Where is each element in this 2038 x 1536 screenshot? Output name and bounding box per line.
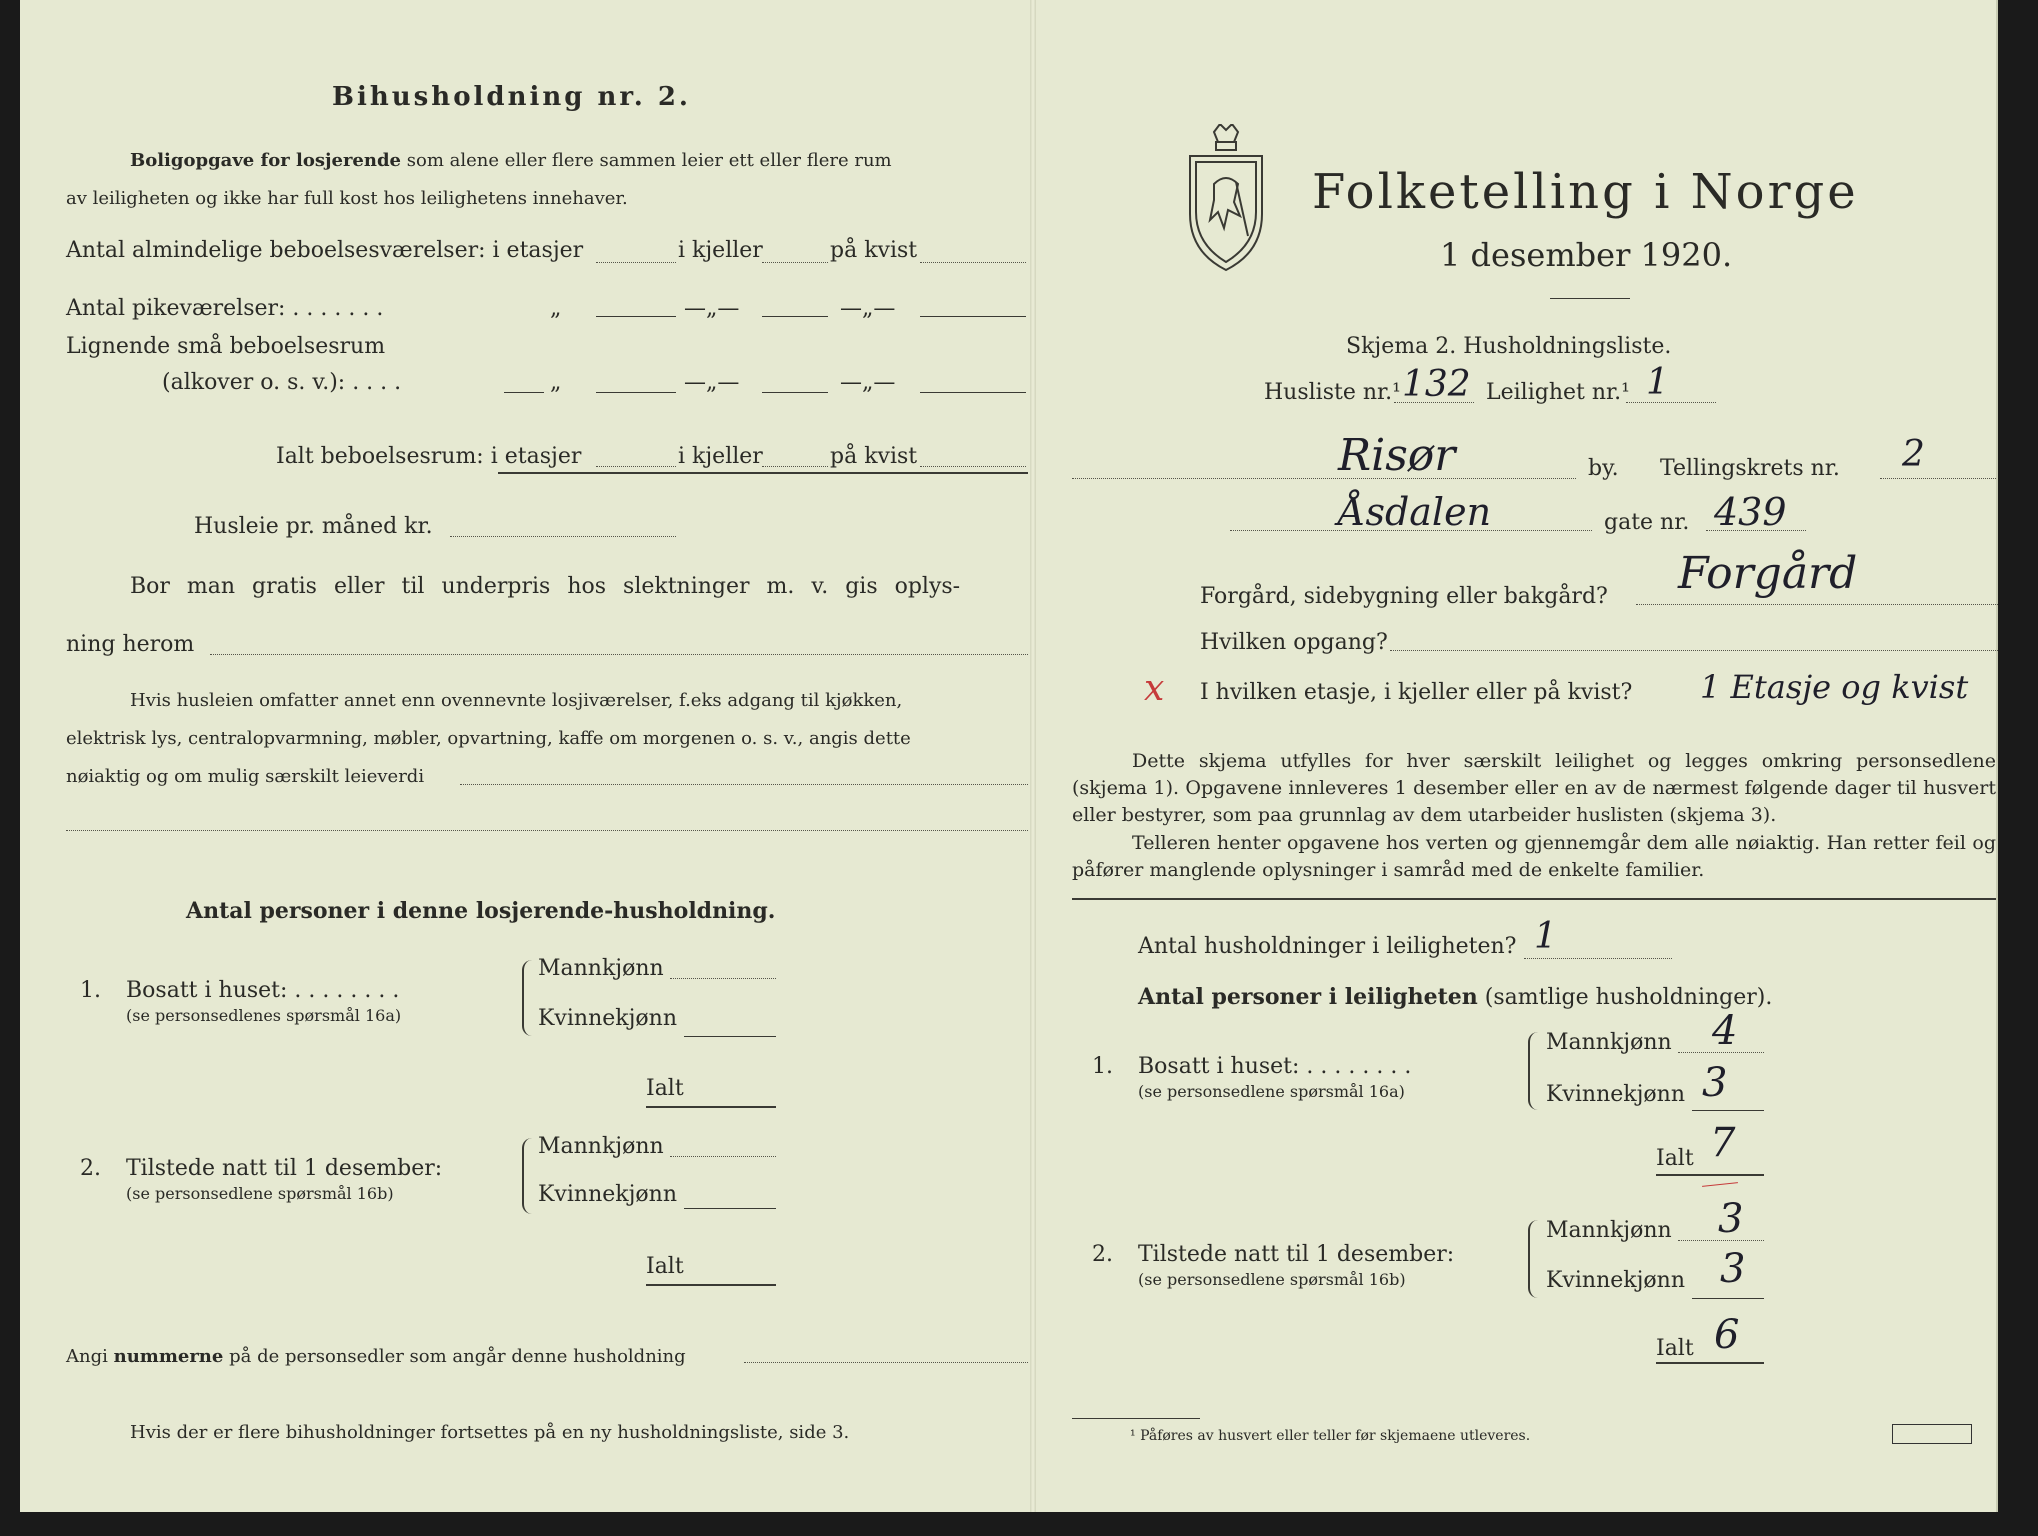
left-q2-label: Tilstede natt til 1 desember: bbox=[126, 1156, 443, 1181]
left-page bbox=[20, 0, 1028, 1512]
intro-bold: Boligopgave for losjerende bbox=[130, 150, 402, 171]
alkover-lead bbox=[504, 392, 544, 393]
lignende-label: Lignende små beboelsesrum bbox=[66, 334, 386, 359]
angi-line bbox=[66, 1346, 686, 1367]
ialt-kjeller-field[interactable] bbox=[762, 466, 828, 467]
hvis-field[interactable] bbox=[460, 784, 1028, 785]
gate-nr-value[interactable]: 439 bbox=[1714, 490, 1787, 534]
left-q1-kvinne-label: Kvinnekjønn bbox=[538, 1006, 677, 1031]
red-check-mark bbox=[1702, 1182, 1738, 1187]
krets-field bbox=[1880, 478, 1996, 479]
census-form-sheet bbox=[20, 0, 1998, 1512]
alkover-kvist-field[interactable] bbox=[920, 392, 1026, 393]
right-q1-brace bbox=[1528, 1032, 1538, 1110]
ialt-kvist-label: på kvist bbox=[830, 444, 918, 469]
left-q1-mann-label: Mannkjønn bbox=[538, 956, 664, 981]
hvis-line-1: Hvis husleien omfatter annet enn ovennevnte losjiværelser, f.eks adgang til kjøkken, bbox=[130, 690, 903, 711]
right-q2-label: Tilstede natt til 1 desember: bbox=[1138, 1242, 1455, 1267]
page-fold bbox=[1030, 0, 1036, 1512]
right-q1-mann-label: Mannkjønn bbox=[1546, 1030, 1672, 1055]
antal-line bbox=[1138, 984, 1772, 1010]
instructions-1: Dette skjema utfylles for hver særskilt leilighet og legges omkring personsedlene (skjema 1). Opgavene innleveres 1 desember eller en av de nærmest følgende dager til husvert eller bestyrer, som paa grunnlag av dem utarbeider huslisten (skjema 3). bbox=[1072, 750, 1996, 826]
right-q1-mann-field bbox=[1678, 1052, 1764, 1053]
alkover-etasjer-field[interactable] bbox=[596, 392, 676, 393]
hush-field bbox=[1524, 958, 1672, 959]
instructions-2: Telleren henter opgavene hos verten og gjennemgår dem alle nøiaktig. Han retter feil og påfører manglende oplysninger i samråd med de enkelte familier. bbox=[1072, 832, 1996, 881]
hvis-line-2: elektrisk lys, centralopvarmning, møbler, opvartning, kaffe om morgenen o. s. v., angis dette bbox=[66, 728, 911, 749]
left-q1-mann-field[interactable] bbox=[670, 978, 776, 979]
gate-field bbox=[1230, 530, 1592, 531]
opgang-label: Hvilken opgang? bbox=[1200, 630, 1388, 655]
alkover-ditto-3: —„— bbox=[840, 370, 896, 395]
pike-ditto-2: —„— bbox=[684, 296, 740, 321]
left-q2-ialt-label: Ialt bbox=[646, 1254, 684, 1279]
left-q1-ialt-field[interactable] bbox=[646, 1106, 776, 1108]
pike-etasjer-field[interactable] bbox=[596, 316, 676, 317]
left-q1-kvinne-field[interactable] bbox=[684, 1036, 776, 1037]
pike-ditto-1: „ bbox=[550, 296, 562, 321]
leilighet-value[interactable]: 1 bbox=[1646, 362, 1669, 403]
husleie-label: Husleie pr. måned kr. bbox=[194, 514, 433, 539]
forgaard-label: Forgård, sidebygning eller bakgård? bbox=[1200, 584, 1608, 609]
gate-value[interactable]: Åsdalen bbox=[1338, 490, 1492, 534]
alkover-label: (alkover o. s. v.): . . . . bbox=[162, 370, 402, 395]
right-q1-number: 1. bbox=[1092, 1054, 1113, 1079]
right-q1-mann-value[interactable]: 4 bbox=[1712, 1008, 1738, 1054]
angi-field[interactable] bbox=[744, 1362, 1028, 1363]
right-title: Folketelling i Norge bbox=[1312, 164, 1859, 220]
right-q2-sub: (se personsedlene spørsmål 16b) bbox=[1138, 1270, 1406, 1289]
left-q2-brace bbox=[522, 1138, 532, 1214]
leilighet-label: Leilighet nr.¹ bbox=[1486, 380, 1630, 405]
intro-line-2: av leiligheten og ikke har full kost hos leilighetens innehaver. bbox=[66, 188, 628, 209]
rooms-kvist-label: på kvist bbox=[830, 238, 918, 263]
rooms-kjeller-field[interactable] bbox=[762, 262, 828, 263]
angi-rest: på de personsedler som angår denne husholdning bbox=[229, 1346, 686, 1367]
etasje-mark: x bbox=[1144, 668, 1165, 709]
alkover-ditto-1: „ bbox=[550, 370, 562, 395]
right-q2-kvinne-value[interactable]: 3 bbox=[1720, 1246, 1746, 1292]
antal-rest: (samtlige husholdninger). bbox=[1484, 985, 1773, 1010]
gate-nr-field bbox=[1706, 530, 1806, 531]
rooms-label: Antal almindelige beboelsesværelser: i etasjer bbox=[66, 238, 584, 263]
rooms-etasjer-field[interactable] bbox=[596, 262, 676, 263]
pike-kvist-field[interactable] bbox=[920, 316, 1026, 317]
husliste-label: Husliste nr.¹ bbox=[1264, 380, 1401, 405]
right-q2-ialt-label: Ialt bbox=[1656, 1336, 1694, 1361]
gate-label: gate nr. bbox=[1604, 510, 1690, 535]
left-q2-mann-label: Mannkjønn bbox=[538, 1134, 664, 1159]
intro-rest: som alene eller flere sammen leier ett eller flere rum bbox=[406, 150, 892, 171]
right-q2-kvinne-label: Kvinnekjønn bbox=[1546, 1268, 1685, 1293]
right-date: 1 desember 1920. bbox=[1440, 236, 1733, 274]
krets-label: Tellingskrets nr. bbox=[1660, 456, 1840, 481]
by-value[interactable]: Risør bbox=[1338, 430, 1456, 481]
by-field bbox=[1072, 478, 1576, 479]
right-q1-kvinne-label: Kvinnekjønn bbox=[1546, 1082, 1685, 1107]
left-q1-label: Bosatt i huset: . . . . . . . . bbox=[126, 978, 400, 1003]
right-q2-ialt-field bbox=[1656, 1362, 1764, 1364]
husliste-field bbox=[1394, 402, 1474, 403]
right-page bbox=[1038, 0, 1998, 1512]
rooms-kjeller-label: i kjeller bbox=[678, 238, 763, 263]
by-label: by. bbox=[1588, 456, 1619, 481]
footnote: ¹ Påføres av husvert eller teller før skjemaene utleveres. bbox=[1130, 1428, 1531, 1444]
right-q2-kvinne-field bbox=[1692, 1298, 1764, 1299]
right-q2-ialt-value[interactable]: 6 bbox=[1714, 1312, 1740, 1358]
antal-bold: Antal personer i leiligheten bbox=[1138, 984, 1478, 1010]
left-q1-ialt-label: Ialt bbox=[646, 1076, 684, 1101]
left-title: Bihusholdning nr. 2. bbox=[332, 82, 691, 112]
right-q2-brace bbox=[1528, 1220, 1538, 1298]
right-q1-ialt-field bbox=[1656, 1174, 1764, 1176]
pike-kjeller-field[interactable] bbox=[762, 316, 828, 317]
footnote-rule bbox=[1072, 1418, 1200, 1419]
ialt-rooms-label: Ialt beboelsesrum: i etasjer bbox=[276, 444, 582, 469]
left-q2-kvinne-field[interactable] bbox=[684, 1208, 776, 1209]
printer-stamp-icon bbox=[1892, 1424, 1972, 1444]
pike-ditto-3: —„— bbox=[840, 296, 896, 321]
coat-of-arms-icon bbox=[1184, 124, 1268, 272]
left-q2-number: 2. bbox=[80, 1156, 101, 1181]
gratis-line-2: ning herom bbox=[66, 632, 195, 657]
leilighet-field bbox=[1626, 402, 1716, 403]
alkover-ditto-2: —„— bbox=[684, 370, 740, 395]
hush-label: Antal husholdninger i leiligheten? bbox=[1138, 934, 1517, 959]
right-q2-mann-field bbox=[1678, 1240, 1764, 1241]
left-q1-brace bbox=[522, 960, 532, 1036]
ialt-etasjer-field[interactable] bbox=[596, 466, 676, 467]
instructions-rule bbox=[1072, 898, 1996, 900]
right-q2-mann-value[interactable]: 3 bbox=[1718, 1196, 1744, 1242]
krets-value[interactable]: 2 bbox=[1902, 434, 1925, 475]
ialt-kvist-field[interactable] bbox=[920, 466, 1026, 467]
gratis-field[interactable] bbox=[210, 654, 1028, 655]
angi-pre: Angi bbox=[66, 1346, 108, 1367]
left-q2-kvinne-label: Kvinnekjønn bbox=[538, 1182, 677, 1207]
etasje-label: I hvilken etasje, i kjeller eller på kvist? bbox=[1200, 680, 1633, 705]
left-q2-ialt-field[interactable] bbox=[646, 1284, 776, 1286]
intro-line-1 bbox=[130, 150, 892, 171]
etasje-value[interactable]: 1 Etasje og kvist bbox=[1700, 668, 1969, 706]
hvis-field-2[interactable] bbox=[66, 830, 1028, 831]
gratis-line-1: Bor man gratis eller til underpris hos slektninger m. v. gis oplys- bbox=[130, 574, 961, 599]
left-q1-number: 1. bbox=[80, 978, 101, 1003]
right-q1-ialt-value[interactable]: 7 bbox=[1710, 1120, 1736, 1166]
opgang-field[interactable] bbox=[1390, 650, 1998, 651]
ialt-rule bbox=[498, 472, 1028, 474]
right-q1-ialt-label: Ialt bbox=[1656, 1146, 1694, 1171]
right-q1-kvinne-value[interactable]: 3 bbox=[1702, 1060, 1728, 1106]
left-q2-sub: (se personsedlene spørsmål 16b) bbox=[126, 1184, 394, 1203]
husliste-value[interactable]: 132 bbox=[1402, 364, 1471, 405]
hush-value[interactable]: 1 bbox=[1534, 916, 1557, 957]
right-q1-kvinne-field bbox=[1692, 1110, 1764, 1111]
ialt-kjeller-label: i kjeller bbox=[678, 444, 763, 469]
title-rule bbox=[1550, 298, 1630, 299]
forgaard-value[interactable]: Forgård bbox=[1678, 548, 1858, 599]
skjema-label: Skjema 2. Husholdningsliste. bbox=[1346, 334, 1672, 359]
pike-label: Antal pikeværelser: . . . . . . . bbox=[66, 296, 384, 321]
angi-bold: nummerne bbox=[113, 1346, 224, 1367]
right-q2-number: 2. bbox=[1092, 1242, 1113, 1267]
left-antal-heading: Antal personer i denne losjerende-husholdning. bbox=[186, 898, 776, 924]
hvis-line-3: nøiaktig og om mulig særskilt leieverdi bbox=[66, 766, 425, 787]
left-q2-mann-field[interactable] bbox=[670, 1156, 776, 1157]
alkover-kjeller-field[interactable] bbox=[762, 392, 828, 393]
rooms-kvist-field[interactable] bbox=[920, 262, 1026, 263]
right-q1-label: Bosatt i huset: . . . . . . . . bbox=[1138, 1054, 1412, 1079]
left-footer: Hvis der er flere bihusholdninger fortsettes på en ny husholdningsliste, side 3. bbox=[130, 1422, 850, 1443]
left-q1-sub: (se personsedlenes spørsmål 16a) bbox=[126, 1006, 402, 1025]
right-q1-sub: (se personsedlene spørsmål 16a) bbox=[1138, 1082, 1405, 1101]
husleie-field[interactable] bbox=[450, 536, 676, 537]
forgaard-field bbox=[1636, 604, 1998, 605]
right-q2-mann-label: Mannkjønn bbox=[1546, 1218, 1672, 1243]
